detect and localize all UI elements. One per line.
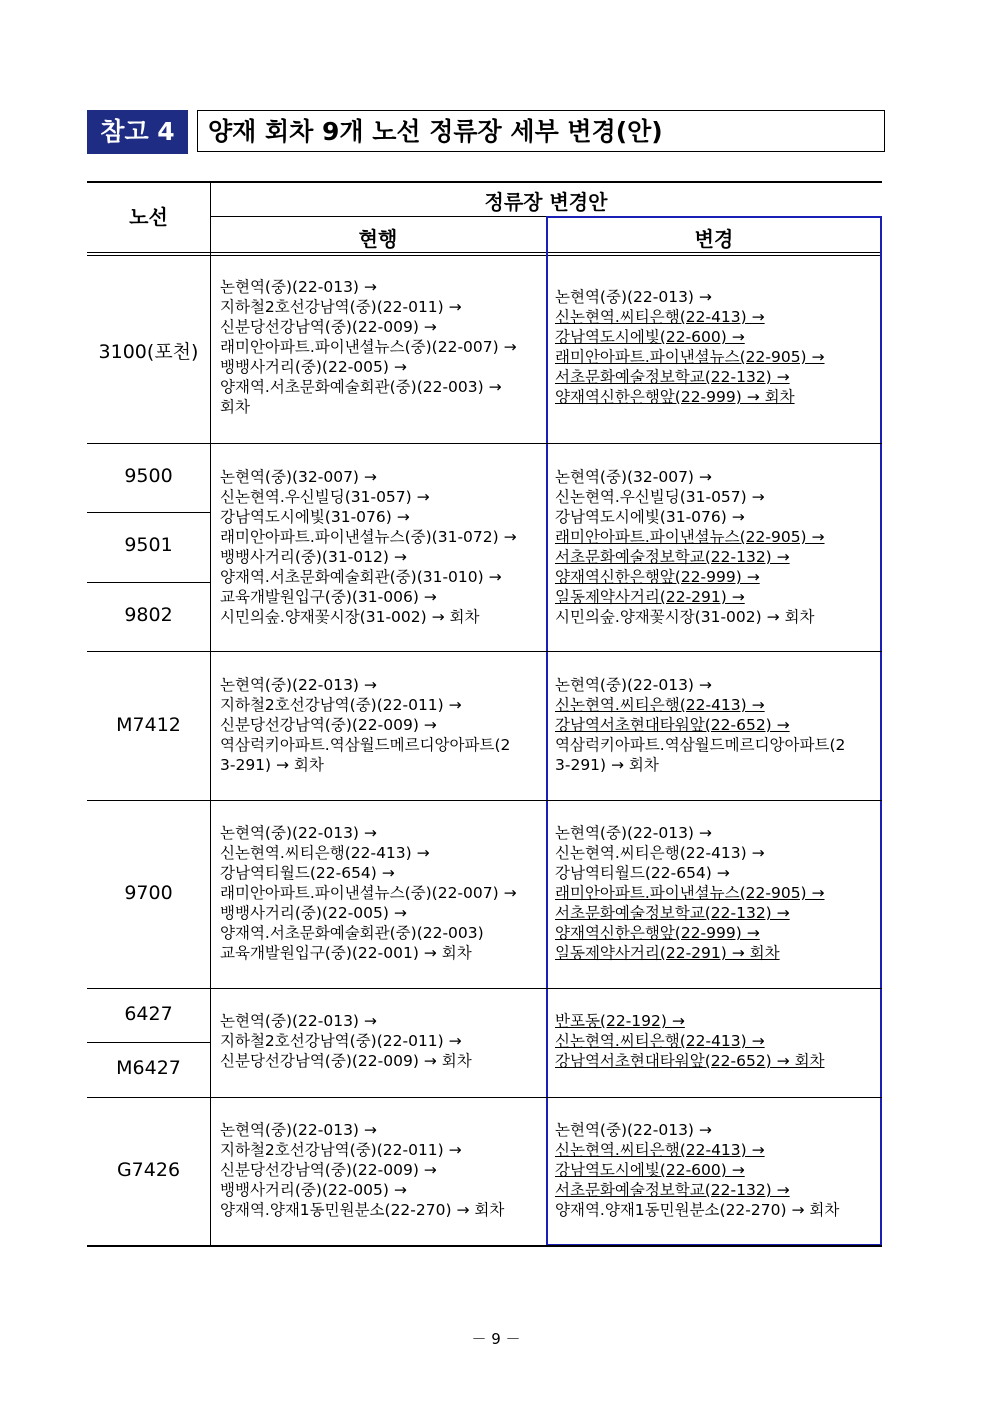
header-changed: 변경: [694, 227, 734, 251]
route-label: G7426: [116, 1159, 181, 1181]
current-stops: 논현역(중)(22-013) → 지하철2호선강남역(중)(22-011) → 신분당선강남역(중)(22-009) → 회차: [220, 1012, 472, 1070]
header-current: 현행: [358, 227, 398, 251]
page-number: － 9 －: [471, 1330, 521, 1348]
row-separator: [87, 988, 882, 989]
route-label: 3100(포천): [98, 341, 199, 363]
row-separator: [87, 651, 882, 652]
header-group: 정류장 변경안: [484, 190, 608, 214]
route-label: M7412: [116, 714, 181, 736]
title-badge: 참고 4: [87, 110, 188, 154]
table-bottom-rule: [87, 1245, 882, 1247]
changed-stops: 논현역(중)(22-013) → 신논현역.씨티은행(22-413) → 강남역도시에빛(22-600) → 서초문화예술정보학교(22-132) → 양재역.양재1동민원분소(22-270) → 회차: [555, 1121, 840, 1219]
route-label: 9501: [124, 534, 173, 556]
current-stops: 논현역(중)(22-013) → 신논현역.씨티은행(22-413) → 강남역티월드(22-654) → 래미안아파트.파이낸셜뉴스(중)(22-007) → 뱅뱅사거리(중)(22-005) → 양재역.서초문화예술회관(중)(22-003) 교육개발원입구(중)(22-001) → 회차: [220, 824, 517, 962]
table-top-rule: [87, 181, 882, 183]
row-separator: [87, 443, 882, 444]
current-stops: 논현역(중)(32-007) → 신논현역.우신빌딩(31-057) → 강남역도시에빛(31-076) → 래미안아파트.파이낸셜뉴스(중)(31-072) → 뱅뱅사거리(중)(31-012) → 양재역.서초문화예술회관(중)(31-010) → 교육개발원입구(중)(31-006) → 시민의숲.양재꽃시장(31-002) → 회차: [220, 468, 517, 626]
route-sub-separator: [87, 582, 210, 583]
changed-stops: 논현역(중)(22-013) → 신논현역.씨티은행(22-413) → 강남역서초현대타워앞(22-652) → 역삼럭키아파트.역삼월드메르디앙아파트(2 3-291) → 회차: [555, 676, 846, 774]
changed-stops: 논현역(중)(22-013) → 신논현역.씨티은행(22-413) → 강남역티월드(22-654) → 래미안아파트.파이낸셜뉴스(22-905) → 서초문화예술정보학교(22-132) → 양재역신한은행앞(22-999) → 일동제약사거리(22-291) → 회차: [555, 824, 825, 962]
document-title: [87, 110, 887, 154]
header-double-rule-2: [87, 255, 882, 256]
route-sub-separator: [87, 1042, 210, 1043]
route-label: 9700: [124, 882, 173, 904]
changed-stops: 논현역(중)(32-007) → 신논현역.우신빌딩(31-057) → 강남역도시에빛(31-076) → 래미안아파트.파이낸셜뉴스(22-905) → 서초문화예술정보학교(22-132) → 양재역신한은행앞(22-999) → 일동제약사거리(22-291) → 시민의숲.양재꽃시장(31-002) → 회차: [555, 468, 825, 626]
route-label: 9500: [124, 465, 173, 487]
route-label: 9802: [124, 604, 173, 626]
row-separator: [87, 800, 882, 801]
header-route: 노선: [129, 205, 168, 229]
route-sub-separator: [87, 512, 210, 513]
header-divider: [210, 216, 546, 217]
current-stops: 논현역(중)(22-013) → 지하철2호선강남역(중)(22-011) → 신분당선강남역(중)(22-009) → 역삼럭키아파트.역삼월드메르디앙아파트(2 3-291) → 회차: [220, 676, 511, 774]
changed-col-top-border: [546, 216, 882, 218]
route-label: 6427: [124, 1003, 173, 1025]
current-stops: 논현역(중)(22-013) → 지하철2호선강남역(중)(22-011) → 신분당선강남역(중)(22-009) → 뱅뱅사거리(중)(22-005) → 양재역.양재1동민원분소(22-270) → 회차: [220, 1121, 505, 1219]
changed-col-left-border: [546, 216, 548, 1247]
row-separator: [87, 1097, 882, 1098]
changed-col-right-border: [880, 216, 882, 1247]
changed-stops: 반포동(22-192) → 신논현역.씨티은행(22-413) → 강남역서초현대타워앞(22-652) → 회차: [555, 1012, 825, 1070]
title-text: 양재 회차 9개 노선 정류장 세부 변경(안): [197, 110, 885, 152]
route-label: M6427: [116, 1057, 181, 1079]
current-stops: 논현역(중)(22-013) → 지하철2호선강남역(중)(22-011) → 신분당선강남역(중)(22-009) → 래미안아파트.파이낸셜뉴스(중)(22-007) → 뱅뱅사거리(중)(22-005) → 양재역.서초문화예술회관(중)(22-003) → 회차: [220, 278, 517, 416]
header-double-rule-1: [87, 252, 882, 253]
stop-change-table: [87, 181, 882, 1247]
column-separator: [210, 183, 211, 1247]
changed-stops: 논현역(중)(22-013) → 신논현역.씨티은행(22-413) → 강남역도시에빛(22-600) → 래미안아파트.파이낸셜뉴스(22-905) → 서초문화예술정보학교(22-132) → 양재역신한은행앞(22-999) → 회차: [555, 288, 825, 406]
